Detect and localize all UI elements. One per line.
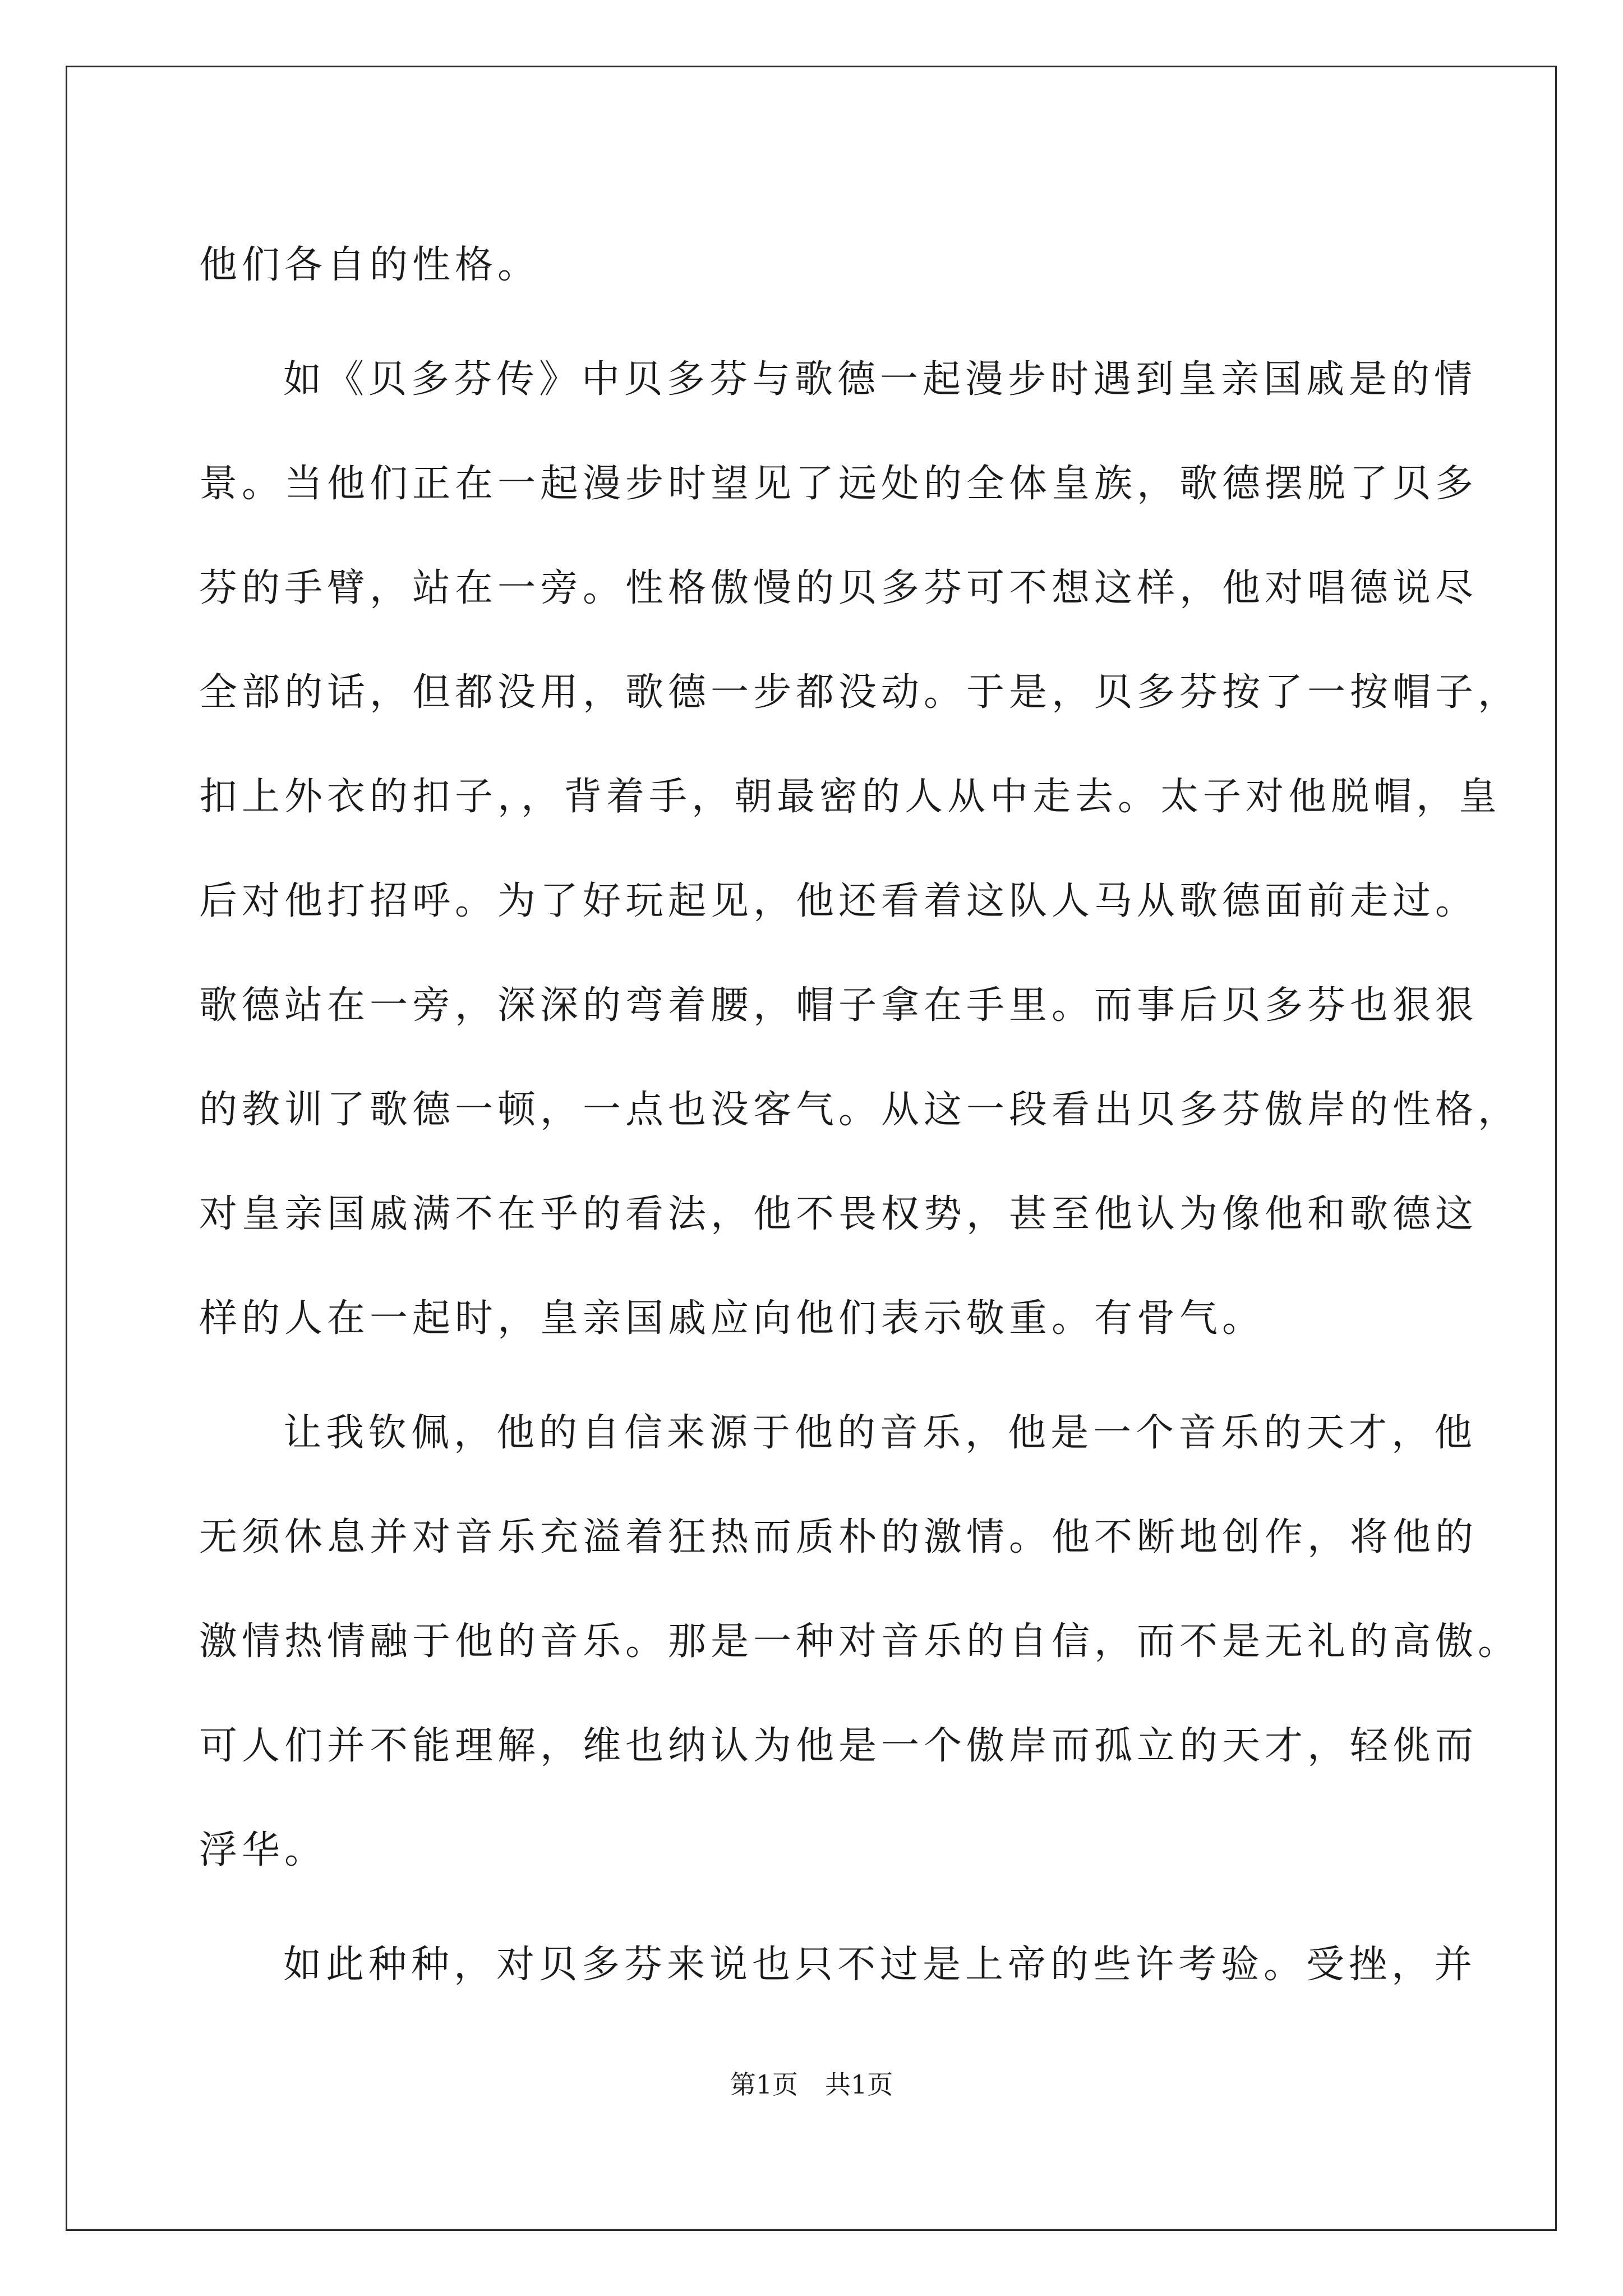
text-line: 景。当他们正在一起漫步时望见了远处的全体皇族，歌德摆脱了贝多 <box>199 462 1478 506</box>
page-footer <box>0 2064 1623 2101</box>
text-line: 后对他打招呼。为了好玩起见，他还看着这队人马从歌德面前走过。 <box>199 879 1478 923</box>
paragraph-gap <box>199 318 1433 328</box>
text-line: 激情热情融于他的音乐。那是一种对音乐的自信，而不是无礼的高傲。 <box>199 1619 1521 1664</box>
text-line: 浮华。 <box>199 1828 328 1872</box>
text-line: 扣上外衣的扣子，，背着手，朝最密的人从中走去。太子对他脱帽，皇 <box>199 775 1502 819</box>
text-line: 他们各自的性格。 <box>199 243 541 287</box>
text-line: 对皇亲国戚满不在乎的看法，他不畏权势，甚至他认为像他和歌德这 <box>199 1192 1478 1236</box>
document-body <box>199 213 1521 2017</box>
text-line: 如《贝多芬传》中贝多芬与歌德一起漫步时遇到皇亲国戚是的情 <box>283 357 1477 402</box>
text-line: 无须休息并对音乐充溢着狂热而质朴的激情。他不断地创作，将他的 <box>199 1515 1478 1559</box>
text-line: 让我钦佩，他的自信来源于他的音乐，他是一个音乐的天才，他 <box>283 1411 1477 1455</box>
paragraph-gap <box>199 1903 1433 1913</box>
text-line: 的教训了歌德一顿，一点也没客气。从这一段看出贝多芬傲岸的性格， <box>199 1088 1521 1132</box>
text-line: 芬的手臂，站在一旁。性格傲慢的贝多芬可不想这样，他对唱德说尽 <box>199 566 1478 610</box>
page-number: 第1页 <box>730 2069 798 2100</box>
text-line: 样的人在一起时，皇亲国戚应向他们表示敬重。有骨气。 <box>199 1296 1265 1341</box>
page-total: 共1页 <box>825 2069 893 2100</box>
text-line: 可人们并不能理解，维也纳认为他是一个傲岸而孤立的天才，轻佻而 <box>199 1724 1478 1768</box>
paragraph-gap <box>199 1371 1433 1381</box>
text-line: 全部的话，但都没用，歌德一步都没动。于是，贝多芬按了一按帽子， <box>199 670 1521 715</box>
text-line: 如此种种，对贝多芬来说也只不过是上帝的些许考验。受挫，并 <box>283 1943 1477 1987</box>
text-line: 歌德站在一旁，深深的弯着腰，帽子拿在手里。而事后贝多芬也狠狠 <box>199 983 1478 1028</box>
